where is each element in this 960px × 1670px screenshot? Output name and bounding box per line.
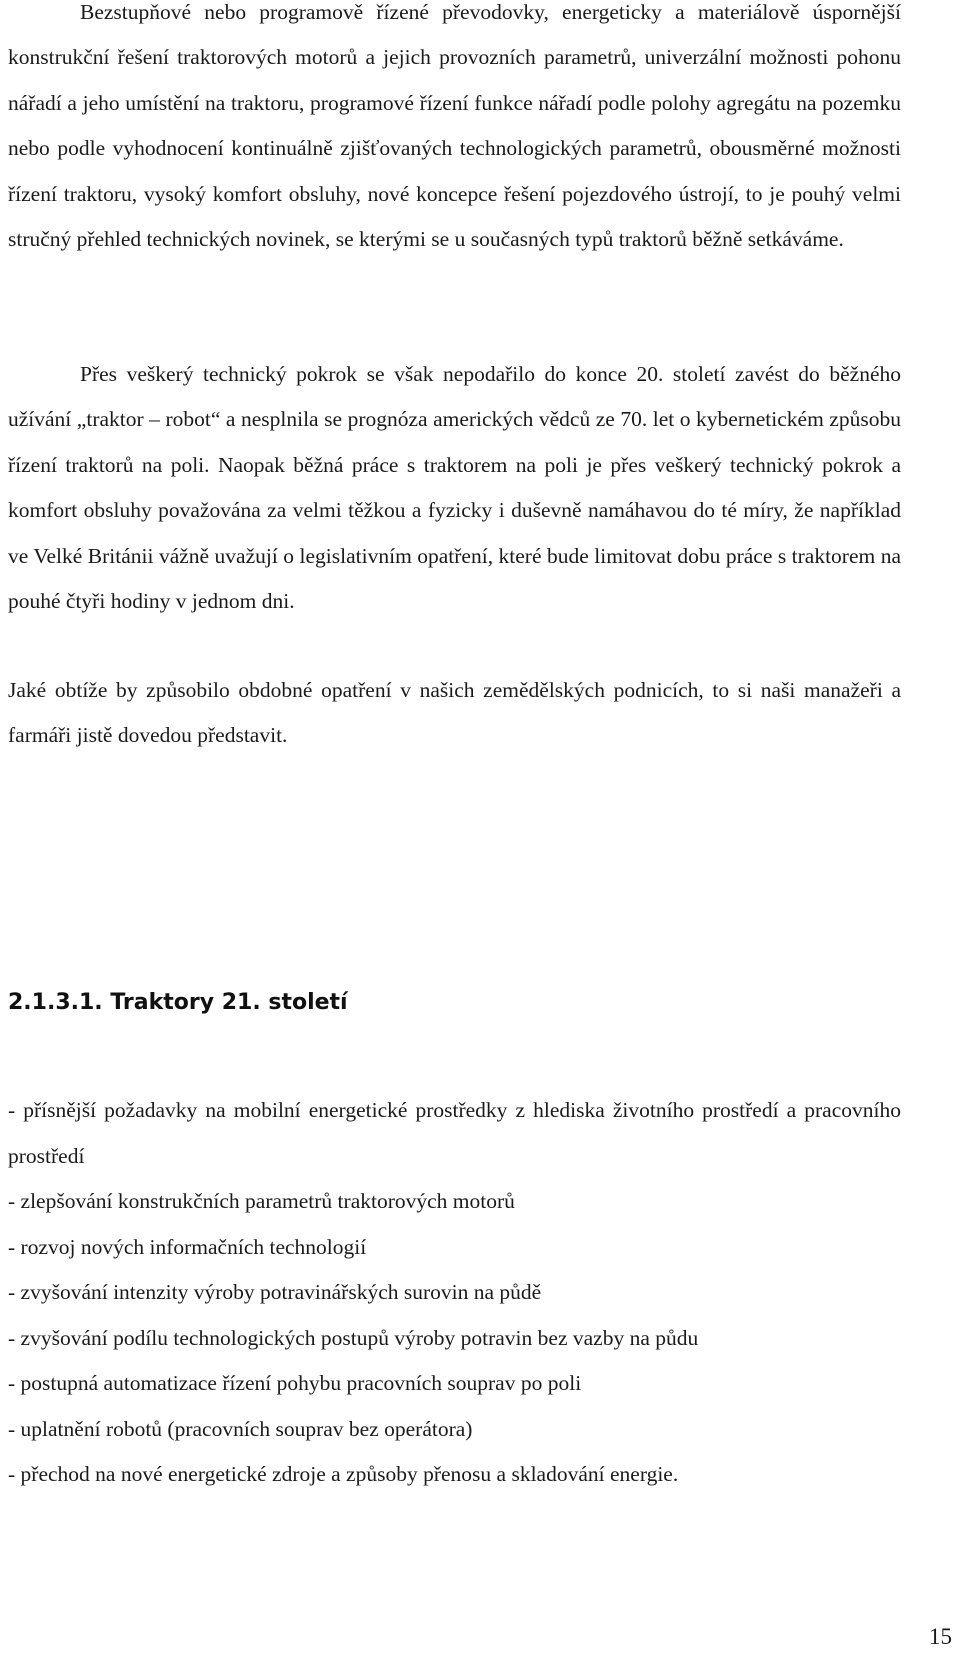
page-number: 15 (929, 1624, 952, 1649)
list-item: - přísnější požadavky na mobilní energetické prostředky z hlediska životního prostředí a pracovního prostředí (8, 1098, 901, 1168)
list-item: - přechod na nové energetické zdroje a způsoby přenosu a skladování energie. (8, 1462, 679, 1486)
list-item: - rozvoj nových informačních technologií (8, 1234, 367, 1259)
list-item: - zvyšování intenzity výroby potravinářských surovin na půdě (8, 1280, 542, 1304)
list-item: - uplatnění robotů (pracovních souprav bez operátora) (8, 1416, 473, 1441)
requirements-list (8, 1088, 901, 1498)
list-item: - zvyšování podílu technologických postupů výroby potravin bez vazby na půdu (8, 1325, 699, 1350)
paragraph-technical-innovations: Bezstupňové nebo programově řízené převodovky, energeticky a materiálově úspornější konstrukční řešení traktorových motorů a jejich provozních parametrů, univerzální možnosti pohonu nářadí a jeho umístění na traktoru, programové řízení funkce nářadí podle polohy agregátu na pozemku nebo podle vyhodnocení kontinuálně zjišťovaných technologických parametrů, obousměrné možnosti řízení traktoru, vysoký komfort obsluhy, nové koncepce řešení pojezdového ústrojí, to je pouhý velmi stručný přehled technických novinek, se kterými se u současných typů traktorů běžně setkáváme. (8, 0, 901, 252)
paragraph-tractor-robot: Přes veškerý technický pokrok se však nepodařilo do konce 20. století zavést do běžného užívání „traktor – robot“ a nesplnila se prognóza amerických vědců ze 70. let o kybernetickém způsobu řízení traktorů na poli. Naopak běžná práce s traktorem na poli je přes veškerý technický pokrok a komfort obsluhy považována za velmi těžkou a fyzicky i duševně namáhavou do té míry, že například ve Velké Británii vážně uvažují o legislativním opatření, které bude limitovat dobu práce s traktorem na pouhé čtyři hodiny v jednom dni. (8, 362, 901, 614)
paragraph-difficulties: Jaké obtíže by způsobilo obdobné opatření v našich zemědělských podnicích, to si naši manažeři a farmáři jistě dovedou představit. (8, 678, 901, 748)
section-heading: 2.1.3.1. Traktory 21. století (8, 990, 348, 1015)
list-item: - zlepšování konstrukčních parametrů traktorových motorů (8, 1189, 515, 1213)
list-item: - postupná automatizace řízení pohybu pracovních souprav po poli (8, 1371, 582, 1395)
